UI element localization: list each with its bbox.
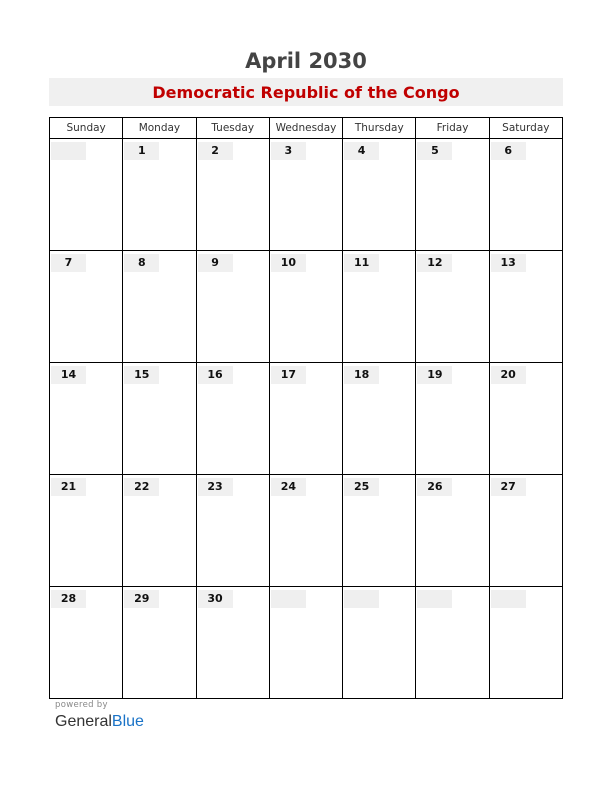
day-cell (269, 139, 342, 251)
day-cell (343, 139, 416, 251)
day-cell (196, 139, 269, 251)
day-number: 6 (491, 142, 526, 160)
weekday-header-row (50, 118, 563, 139)
day-number (271, 590, 306, 608)
weekday-header: Wednesday (269, 118, 342, 139)
footer-branding (55, 700, 144, 733)
week-row (50, 587, 563, 699)
day-cell (416, 139, 489, 251)
day-cell (123, 363, 196, 475)
day-number: 16 (198, 366, 233, 384)
day-number: 28 (51, 590, 86, 608)
day-number: 9 (198, 254, 233, 272)
day-number: 8 (124, 254, 159, 272)
week-row (50, 251, 563, 363)
day-cell (343, 475, 416, 587)
calendar-title: April 2030 (245, 49, 367, 73)
weekday-header: Monday (123, 118, 196, 139)
day-cell (489, 475, 562, 587)
week-row (50, 363, 563, 475)
day-number: 15 (124, 366, 159, 384)
day-number: 14 (51, 366, 86, 384)
day-cell (50, 139, 123, 251)
day-number: 29 (124, 590, 159, 608)
day-number: 19 (417, 366, 452, 384)
powered-by-text: powered by (55, 700, 108, 710)
day-cell (123, 139, 196, 251)
day-number: 13 (491, 254, 526, 272)
day-cell (196, 363, 269, 475)
weekday-header: Sunday (50, 118, 123, 139)
day-number: 20 (491, 366, 526, 384)
day-number: 3 (271, 142, 306, 160)
week-row (50, 139, 563, 251)
day-number: 24 (271, 478, 306, 496)
day-cell (50, 475, 123, 587)
day-cell (343, 363, 416, 475)
day-cell (489, 363, 562, 475)
day-cell (416, 251, 489, 363)
day-cell (123, 251, 196, 363)
day-number: 27 (491, 478, 526, 496)
day-number: 5 (417, 142, 452, 160)
day-number: 23 (198, 478, 233, 496)
day-number (491, 590, 526, 608)
day-cell (269, 587, 342, 699)
day-number: 18 (344, 366, 379, 384)
day-cell (489, 251, 562, 363)
weekday-header: Tuesday (196, 118, 269, 139)
country-banner (49, 78, 563, 106)
day-number: 4 (344, 142, 379, 160)
day-number: 12 (417, 254, 452, 272)
day-cell (123, 475, 196, 587)
day-number: 30 (198, 590, 233, 608)
day-cell (269, 363, 342, 475)
day-number: 10 (271, 254, 306, 272)
generalblue-logo[interactable] (55, 711, 144, 733)
day-cell (269, 251, 342, 363)
day-cell (269, 475, 342, 587)
day-number: 17 (271, 366, 306, 384)
day-number (51, 142, 86, 160)
day-number (344, 590, 379, 608)
weekday-header: Saturday (489, 118, 562, 139)
day-cell (343, 587, 416, 699)
country-name: Democratic Republic of the Congo (152, 83, 460, 102)
day-cell (196, 475, 269, 587)
day-cell (489, 587, 562, 699)
day-number: 21 (51, 478, 86, 496)
week-row (50, 475, 563, 587)
brand-blue-text: Blue (111, 713, 144, 730)
day-number (417, 590, 452, 608)
day-number: 25 (344, 478, 379, 496)
day-number: 22 (124, 478, 159, 496)
day-number: 7 (51, 254, 86, 272)
calendar-grid (49, 117, 563, 699)
day-cell (123, 587, 196, 699)
day-cell (416, 475, 489, 587)
day-cell (50, 251, 123, 363)
day-number: 26 (417, 478, 452, 496)
day-cell (416, 363, 489, 475)
day-cell (196, 587, 269, 699)
weekday-header: Thursday (343, 118, 416, 139)
day-cell (50, 587, 123, 699)
weekday-header: Friday (416, 118, 489, 139)
brand-general-text: General (55, 713, 112, 730)
day-cell (50, 363, 123, 475)
day-cell (196, 251, 269, 363)
day-number: 2 (198, 142, 233, 160)
day-number: 1 (124, 142, 159, 160)
day-number: 11 (344, 254, 379, 272)
day-cell (416, 587, 489, 699)
day-cell (343, 251, 416, 363)
day-cell (489, 139, 562, 251)
